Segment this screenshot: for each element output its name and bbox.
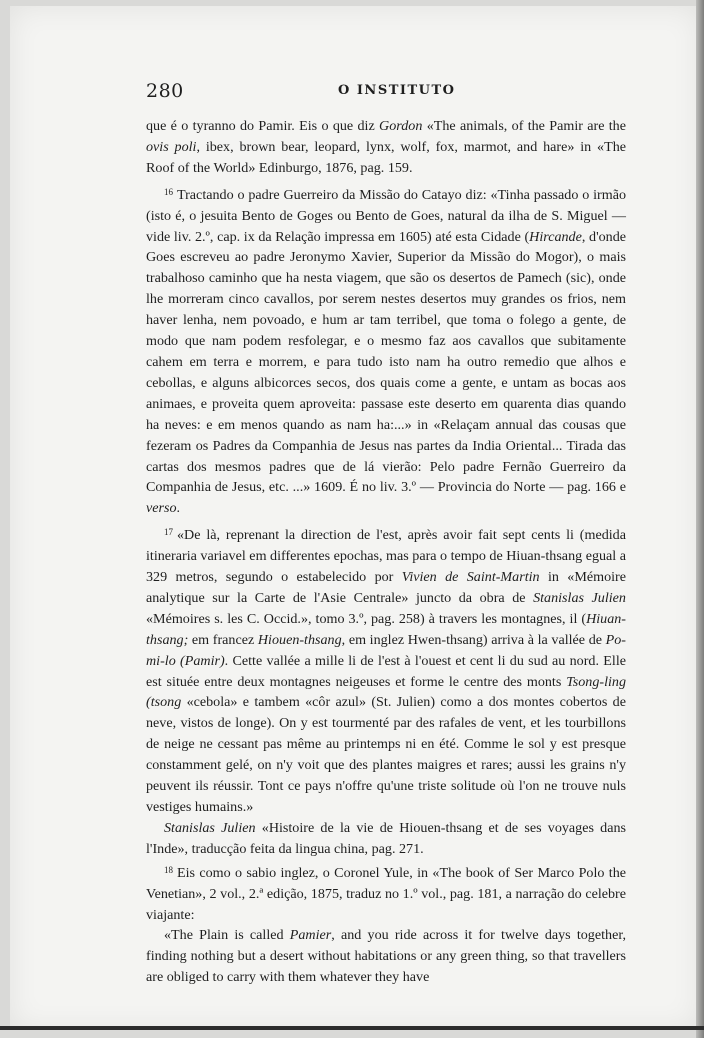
italic-run: Hircande — [529, 228, 582, 245]
footnote-16: $^{16}$ Tractando o padre Guerreiro da Missão do Catayo diz: «Tinha passado o irmão (isto é, o jesuita Bento de Goges ou Bento de Goes, natural da ilha de S. Miguel — vide liv. 2.º, cap. ix da Relação impressa em 1605) até esta Cidade (Hircande, d'onde Goes escreveu ao padre Jeronymo Xavier, Superior da Missão do Mogor), o mais trabalhoso caminho que ha nesta viagem, que são os desertos de Pamech (sic), onde lhe morreram cinco cavallos, por serem nestes desertos muy grandes os frios, nem haver lenha, nem povoado, e hum ar tam terribel, que toma o folego a gente, de modo que nam podem resfolegar, e o mesmo faz aos cavallos que subitamente cahem em terra e morrem, e para tudo isto nam ha outro remedio que alhos e cebollas, e alguns albicorces secos, dos quais come a gente, e untam as bocas aos animaes, e proveita quem aproveita: passase este deserto em quarenta dias quando ha neves: e em menos quando as nam ha:...» in «Relaçam annual das cousas que fezeram os Padres da Companhia de Jesus nas partes da India Oriental... Tirada das cartas dos mesmos padres que de lá vierão: Pelo padre Fernão Guerreiro da Companhia de Jesus, etc. ...» 1609. É no liv. 3.º — Provincia do Norte — pag. 166 e verso. — [146, 186, 627, 517]
italic-run: Hiuan-thsang; — [146, 610, 626, 648]
italic-run: Gordon — [379, 118, 423, 134]
italic-run: Vivien de Saint-Martin — [401, 569, 540, 586]
bottom-rule — [0, 1026, 704, 1030]
italic-run: Po-mi-lo (Pamir) — [146, 631, 626, 669]
page-number: 280 — [146, 80, 184, 102]
italic-run: ovis poli — [146, 138, 197, 155]
footnote-marker: 18 — [164, 864, 173, 875]
italic-run: Hiouen-thsang — [257, 631, 342, 648]
footnote-marker: 16 — [164, 186, 173, 197]
paragraph-continuation: que é o tyranno do Pamir. Eis o que diz Gordon «The animals, of the Pamir are the ovis poli, ibex, brown bear, leopard, lynx, wolf, fox, marmot, and hare» in «The Roof of the World» Edinburgo, 1876, pag. 159. — [146, 118, 626, 176]
paragraph-julien: Stanislas Julien «Histoire de la vie de Hiouen-thsang et de ses voyages dans l'Inde», traducção feita da lingua china, pag. 271. — [146, 819, 626, 857]
italic-run: verso — [146, 500, 177, 517]
italic-run: Stanislas Julien — [164, 819, 256, 836]
footnote-marker: 17 — [164, 527, 173, 538]
running-head: O INSTITUTO — [338, 83, 456, 98]
page-header — [146, 80, 626, 106]
body-text — [146, 116, 626, 988]
paragraph-quote-plain: «The Plain is called Pamier, and you ride across it for twelve days together, finding nothing but a desert without habitations or any green thing, so that travellers are obliged to carry with them whatever they have — [146, 927, 626, 986]
footnote-18: $^{18}$ Eis como o sabio inglez, o Coronel Yule, in «The book of Ser Marco Polo the Venetian», 2 vol., 2.ª edição, 1875, traduz no 1.º vol., pag. 181, a narração do celebre viajante: — [146, 864, 626, 923]
italic-run: Pamier — [289, 927, 332, 944]
page-edge-shadow — [696, 0, 704, 1038]
italic-run: Tsong-ling (tsong — [146, 673, 626, 711]
footnote-17: $^{17}$ «De là, reprenant la direction de l'est, après avoir fait sept cents li (medida itineraria variavel em differentes epochas, mas para o tempo de Hiuan-thsang egual a 329 metros, segundo o estabelecido por Vivien de Saint-Martin in «Mémoire analytique sur la Carte de l'Asie Centrale» juncto da obra de Stanislas Julien «Mémoires s. les C. Occid.», tomo 3.º, pag. 258) à travers les montagnes, il (Hiuan-thsang; em francez Hiouen-thsang, em inglez Hwen-thsang) arriva à la vallée de Po-mi-lo (Pamir). Cette vallée a mille li de l'est à l'ouest et cent li du sud au nord. Elle est située entre deux montagnes neigeuses et forme le centre des monts Tsong-ling (tsong «cebola» e tambem «côr azul» (St. Julien) como a dos montes cobertos de neve, vistos de longe). On y est tourmenté par des rafales de vent, et les tourbillons de neige ne cessant pas même au printemps ni en été. Comme le sol y est presque constamment gelé, on n'y voit que des plantes maigres et rares; aussi les grains n'y peuvent ils réussir. Tont ce pays n'offre qu'une triste solitude où l'on ne trouve nuls vestiges humains.» — [146, 527, 627, 815]
italic-run: Stanislas Julien — [533, 589, 626, 606]
